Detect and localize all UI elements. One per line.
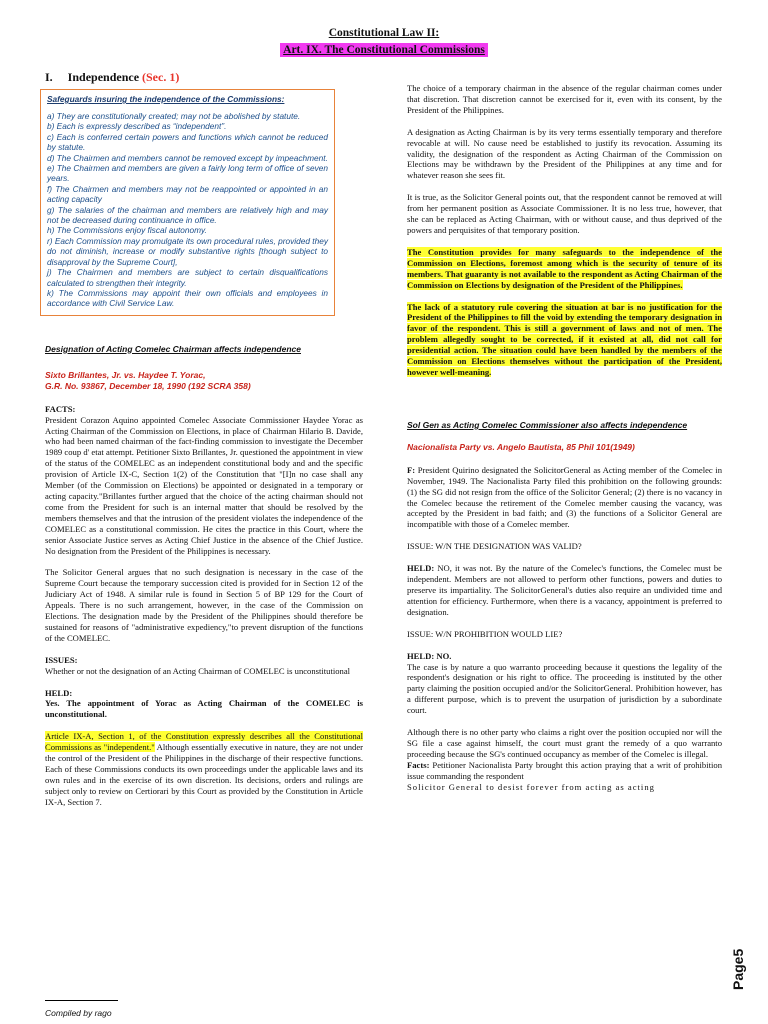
right-para-5-highlight: The lack of a statutory rule covering the situation at bar is no justification for the President of the Philippines to fill the void by extending the temporary designation in favor of the respondent. This is still a government of laws and not of men. The problem allegedly sought to be corrected, if it existed at all, did not call for presidential action. The situation could have been handled by the members of the Commission on Elections themselves without the participation of the President, however well-meaning. bbox=[407, 301, 722, 377]
safeguard-item: e) The Chairmen and members are given a fairly long term of office of seven years. bbox=[47, 163, 328, 184]
case1-heading: Designation of Acting Comelec Chairman affects independence bbox=[45, 343, 301, 354]
case2-held2-label: HELD: NO. bbox=[407, 650, 452, 661]
safeguard-item: a) They are constitutionally created; may not be abolished by statute. bbox=[47, 111, 301, 121]
right-para-3: It is true, as the Solicitor General points out, that the respondent cannot be removed at will from her permanent position as Associate Commissioner. It is no less true, however, that she can be replaced as Acting Chairman, with or without cause, and thus deprived of the powers and perquisites of that temporary position. bbox=[407, 192, 722, 235]
safeguards-box bbox=[40, 89, 335, 316]
right-para-1: The choice of a temporary chairman in the absence of the regular chairman comes under that discretion. That discretion cannot be exercised for it, even with its consent, by the President of the Philippines. bbox=[407, 83, 722, 115]
case2-para: Although there is no other party who claims a right over the position occupied nor will the SG file a case against himself, the court must grant the remedy of a quo warranto proceeding because the SG's continued occupancy as member of the Comelec is illegal. bbox=[407, 727, 722, 759]
right-para-2: A designation as Acting Chairman is by its very terms essentially temporary and therefore revocable at will. No cause need be established to justify its revocation. Assuming its validity, the designation of the respondent as Acting Chairman of the Commission on Elections may be withdrawn by the President of the Philippines at any time and for whatever reason she sees fit. bbox=[407, 126, 722, 181]
section-ref: (Sec. 1) bbox=[142, 70, 180, 84]
safeguard-item: h) The Commissions enjoy fiscal autonomy. bbox=[47, 225, 207, 236]
safeguards-title: Safeguards insuring the independence of the Commissions: bbox=[47, 94, 285, 104]
left-column bbox=[45, 70, 363, 808]
right-para-4 bbox=[407, 247, 722, 291]
case2-facts-last: Solicitor General to desist forever from acting as acting bbox=[407, 781, 655, 792]
safeguard-item: k) The Commissions may appoint their own officials and employees in accordance with Civil Service Law. bbox=[47, 287, 328, 309]
case1-article-rest: Although essentially executive in nature, they are not under the control of the President of the Philippines in the discharge of their respective functions. Each of these Commissions conducts its own proceedings under the applicable laws and its own rules and in the exercise of its own discretion. Its decisions, orders and rulings are subject only to review on Certiorari by this Court as provided by the Constitution in Article IX-A, Section 7. bbox=[45, 742, 364, 807]
footer-compiled: Compiled by rago bbox=[45, 1008, 112, 1018]
right-para-4-highlight: The Constitution provides for many safeguards to the independence of the Commission on Elections, foremost among which is the security of tenure of its members. That guaranty is not available to the respondent as Acting Chairman of the Commission on Elections by designation of the President of the Philippines. bbox=[407, 246, 722, 290]
case2-facts: Petitioner Nacionalista Party brought this action praying that a writ of prohibition issue commanding the respondent bbox=[407, 759, 722, 781]
case1-facts-label: FACTS: bbox=[45, 403, 76, 414]
footer-divider bbox=[45, 1000, 118, 1001]
safeguard-item: f) The Chairmen and members may not be reappointed or appointed in an acting capacity bbox=[47, 183, 328, 205]
section-numeral: I. bbox=[45, 70, 53, 84]
safeguard-item: d) The Chairmen and members cannot be removed except by impeachment. bbox=[47, 152, 328, 163]
header-title-line1: Constitutional Law II: bbox=[328, 27, 440, 39]
page-number: Page5 bbox=[730, 948, 746, 990]
right-para-5 bbox=[407, 302, 722, 378]
case2-name: Nacionalista Party vs. Angelo Bautista, 85 Phil 101(1949) bbox=[407, 441, 635, 452]
right-column bbox=[407, 83, 722, 793]
case1-facts: President Corazon Aquino appointed Comelec Associate Commissioner Haydee Yorac as Acting Chairman of the Commission on Elections, in place of Chairman Hilario B. Davide, who had been named chairman of the fact-finding commission to investigate the December 1989 coup d' etat attempt. Petitioner Sixto Brillantes, Jr. questioned the appointment in view of the status of the COMELEC as an independent constitutional body and and the specific provision of Article IX-C, Section 1(2) of the Constitution that "[I]n no case shall any Member (of the Commission on Elections) be appointed or designated in a temporary or acting capacity."Brillantes further argued that the choice of the acting chairman should not come from the President for such is an internal matter that should be resolved by the members themselves and that the intrusion of the president violates the independence of the COMELEC as a constitutional commission. He cites the practice in this Court, where the senior Associate Justice serves as Acting Chief Justice in the absence of the Chief Justice. No designation from the President of the Philippines is necessary. bbox=[45, 414, 363, 556]
header-title-line2: Art. IX. The Constitutional Commissions bbox=[280, 43, 488, 57]
safeguard-item: b) Each is expressly described as “independent”. bbox=[47, 121, 227, 132]
case2-held1: NO, it was not. By the nature of the Comelec's functions, the Comelec must be independent. Members are not allowed to perform other functions, powers and duties to preserve its impartiality. The SolicitorGeneral's duties also require an undivided time and attention for efficiency. Furthermore, when there is a vacancy, appointment is preferred to designation. bbox=[407, 563, 722, 617]
document-header bbox=[0, 26, 768, 58]
case2-facts-label: Facts: bbox=[407, 759, 430, 770]
case2-issue1: ISSUE: W/N THE DESIGNATION WAS VALID? bbox=[407, 541, 582, 552]
case1-article-para bbox=[45, 731, 363, 807]
case2-f: President Quirino designated the SolicitorGeneral as Acting member of the Comelec in November, 1949. The Nacionalista Party filed this prohibition on the following grounds: (1) the SG did not resign from the office of the Solicitor General; (2) there is no vacancy in the Comelec because the retirement of the Comelec member causing the vacancy, was accepted by the President in bad faith; and (3) the functions of a Solicitor General are incompatible with those of a Comelec member. bbox=[407, 464, 722, 530]
section-heading bbox=[45, 70, 363, 85]
case1-issues: Whether or not the designation of an Acting Chairman of COMELEC is unconstitutional bbox=[45, 665, 351, 676]
case1-article-highlight: Article IX-A, Section 1, of the Constitution expressly describes all the Constitutional Commissions as "independent." bbox=[45, 731, 363, 753]
case1-issues-label: ISSUES: bbox=[45, 654, 78, 665]
case1-held-label: HELD: bbox=[45, 687, 73, 698]
case1-name: Sixto Brillantes, Jr. vs. Haydee T. Yorac, bbox=[45, 369, 206, 380]
case2-heading: Sol Gen as Acting Comelec Commissioner also affects independence bbox=[407, 419, 688, 430]
case1-citation: G.R. No. 93867, December 18, 1990 (192 SCRA 358) bbox=[45, 380, 251, 391]
safeguard-item: g) The salaries of the chairman and members are relatively high and may not be decreased during continuance in office. bbox=[47, 204, 328, 226]
case2-f-label: F: bbox=[407, 464, 416, 475]
case2-held1-label: HELD: bbox=[407, 563, 435, 574]
case2-issue2: ISSUE: W/N PROHIBITION WOULD LIE? bbox=[407, 628, 563, 639]
case2-facts-line bbox=[407, 760, 722, 782]
case1-held: Yes. The appointment of Yorac as Acting Chairman of the COMELEC is unconstitutional. bbox=[45, 698, 363, 720]
case2-facts-para bbox=[407, 465, 722, 530]
case1-solgen: The Solicitor General argues that no such designation is necessary in the case of the Supreme Court because the temporary succession cited is provided for in Section 12 of the Judiciary Act of 1948. A similar rule is found in Section 5 of BP 129 for the Court of Appeals. There is no such arrangement, however, in the case of the Commission on Elections. The designation made by the President of the Philippines should therefore be sustained for reasons of "administrative expediency,"to prevent disruption of the functions of the COMELEC. bbox=[45, 567, 363, 643]
section-title: Independence bbox=[67, 70, 140, 84]
safeguard-item: j) The Chairmen and members are subject to certain disqualifications calculated to strengthen their integrity. bbox=[47, 267, 328, 288]
case2-held1-para bbox=[407, 563, 722, 618]
safeguard-item: c) Each is conferred certain powers and functions which cannot be reduced by statute. bbox=[47, 131, 328, 153]
safeguard-item: r) Each Commission may promulgate its own procedural rules, provided they do not diminish, increase or modify substantive rights [though subject to disapproval by the Supreme Court], bbox=[47, 235, 328, 267]
case2-held2: The case is by nature a quo warranto proceeding because it questions the legality of the respondent's designation or his right to office. The proceeding is instituted by the other party claiming the position occupied and/or the SolicitorGeneral. Prohibition however, has a different purpose, which is to prevent the usurpation of jurisdiction by a subordinate court. bbox=[407, 661, 722, 716]
